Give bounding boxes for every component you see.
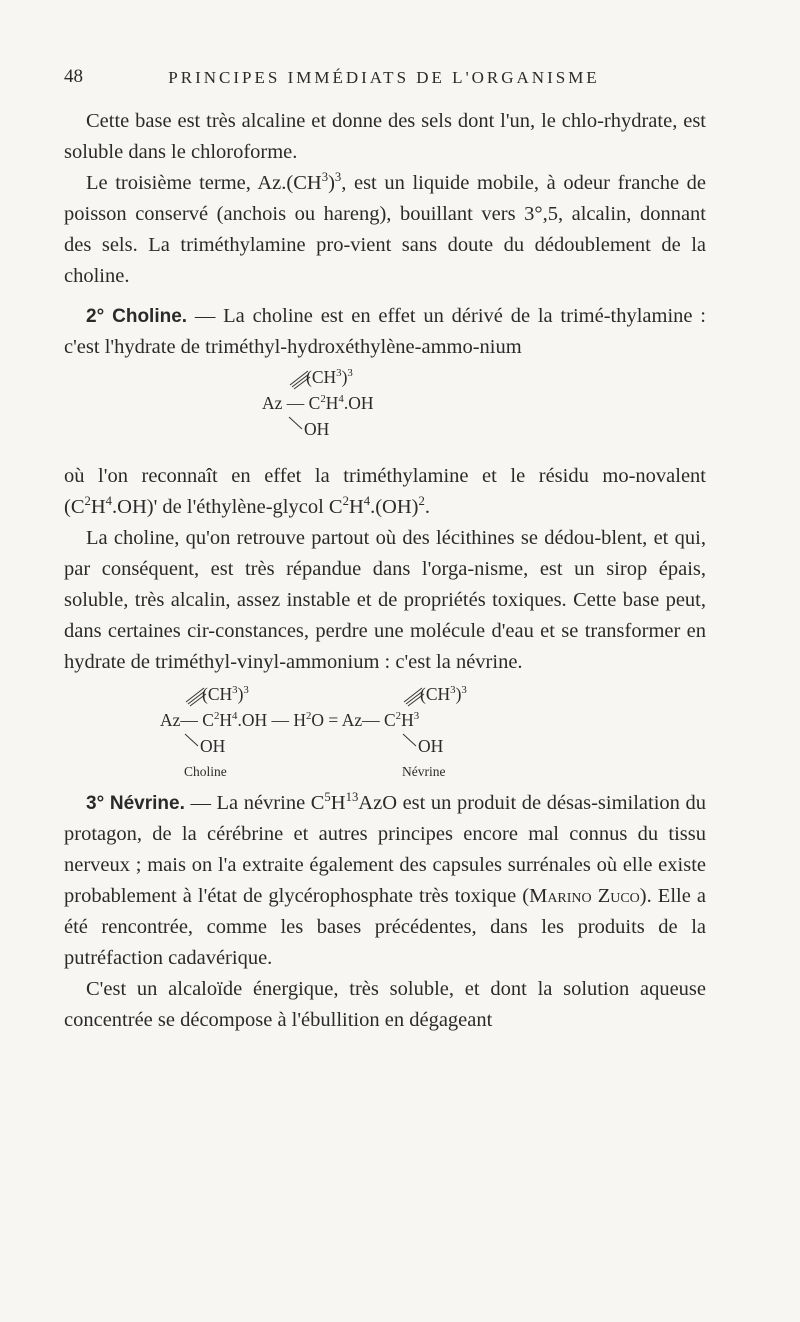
paragraph-7: C'est un alcaloïde énergique, très soluble, et dont la solution aqueuse concentrée se décompose à l'ébullition en dégageant <box>64 978 706 1031</box>
paragraph-2: Le troisième terme, $Az.(CH^3)^3$, est un liquide mobile, à odeur franche de poisson conservé (anchois ou hareng), bouillant vers 3°,5, alcalin, donnant des sels. La triméthylamine pro-vient sans doute du dédoublement de la choline. <box>64 170 707 287</box>
page-number: 48 <box>64 66 83 87</box>
paragraph-4: où l'on reconnaît en effet la triméthylamine et le résidu mo-novalent $(C^2H^4.OH)'$ de l'éthylène-glycol $C^2H^4.(OH)^2$. <box>64 465 706 518</box>
section-heading-choline: 2° Choline. <box>86 306 188 327</box>
label-nevrine: Névrine <box>402 764 446 779</box>
paragraph-5: La choline, qu'on retrouve partout où des lécithines se dédou-blent, et qui, par conséquent, est très répandue dans l'orga-nisme, est un sirop épais, soluble, très alcalin, assez instable et de propriétés toxiques. Cette base peut, dans certaines cir-constances, perdre une molécule d'eau et se transformer en hydrate de triméthyl-vinyl-ammonium : c'est la névrine. <box>64 527 706 673</box>
paragraph-1: Cette base est très alcaline et donne des sels dont l'un, le chlo-rhydrate, est soluble dans le chloroforme. <box>64 110 706 163</box>
page-header <box>64 66 704 96</box>
formula-choline: $(CH^3)^3$ Az — $C^2H^4.OH$ OH <box>262 367 374 439</box>
running-title: PRINCIPES IMMÉDIATS DE L'ORGANISME <box>168 68 600 87</box>
section-heading-nevrine: 3° Névrine. <box>86 793 185 814</box>
label-choline: Choline <box>184 764 227 779</box>
formula-nevrine: $(CH^3)^3$ $(CH^3)^3$ Az— $C^2H^4.OH$ — $H^2O$ = Az— $C^2H^3$ OH OH Choline Névrine <box>64 678 706 788</box>
paragraph-choline: 2° Choline. — La choline est en effet un dérivé de la trimé-thylamine : c'est l'hydrate de triméthyl-hydroxéthylène-ammo-nium <box>64 305 706 358</box>
page-body <box>64 106 706 1036</box>
paragraph-nevrine: 3° Névrine. — La névrine $C^5H^{13}AzO$ est un produit de désas-similation du protagon, de la cérébrine et autres principes encore mal connus du tissu nerveux ; mais on l'a extraite également des capsules surrénales où elle existe probablement à l'état de glycérophosphate très toxique (Marino Zuco). Elle a été rencontrée, comme les bases précédentes, dans les produits de la putréfaction cadavérique. <box>64 790 706 969</box>
